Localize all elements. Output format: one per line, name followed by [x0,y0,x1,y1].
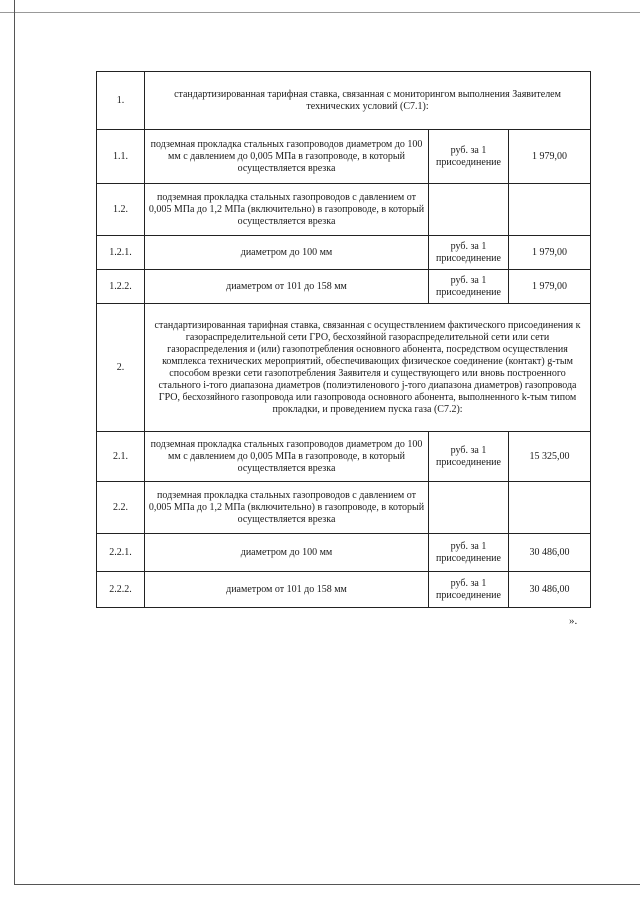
row-unit [429,270,509,304]
row-description: диаметром от 101 до 158 мм [145,572,429,608]
table-row [97,130,591,184]
table-row [97,534,591,572]
table-row [97,236,591,270]
tariff-table [96,71,591,608]
row-number: 1.2.1. [97,236,145,270]
row-number: 1.1. [97,130,145,184]
row-unit-empty [429,184,509,236]
row-unit [429,432,509,482]
table-row [97,432,591,482]
row-number: 2. [97,304,145,432]
row-description: диаметром от 101 до 158 мм [145,270,429,304]
row-number: 2.2.1. [97,534,145,572]
table-row [97,304,591,432]
row-price: 1 979,00 [509,270,591,304]
row-price: 1 979,00 [509,236,591,270]
row-price-empty [509,184,591,236]
table-row [97,482,591,534]
row-unit [429,130,509,184]
unit-line: руб. за 1 [450,444,487,456]
row-number: 2.2. [97,482,145,534]
unit-line: присоединение [436,456,501,468]
table-row [97,72,591,130]
row-number: 1.2. [97,184,145,236]
row-unit-empty [429,482,509,534]
unit-line: присоединение [436,156,501,168]
page-top-edge [0,12,640,13]
row-unit [429,534,509,572]
row-number: 2.1. [97,432,145,482]
row-description: подземная прокладка стальных газопроводов диаметром до 100 мм с давлением до 0,005 МПа в газопроводе, в который осуществляется врезка [145,432,429,482]
page-bottom-edge [14,884,640,885]
table-row [97,572,591,608]
row-description: стандартизированная тарифная ставка, связанная с мониторингом выполнения Заявителем технических условий (С7.1): [145,72,591,130]
unit-line: присоединение [436,286,501,298]
row-description: стандартизированная тарифная ставка, связанная с осуществлением фактического присоединения к газораспределительной сети ГРО, бесхозяйной газораспределительной сети или сети газораспределения и (или) газопотребления основного абонента, посредством осуществления комплекса технических мероприятий, обеспечивающих физическое соединение (контакт) g-тым способом врезки сети газопотребления Заявителя и существующего или вновь построенного стального i-того диапазона диаметров (полиэтиленового j-того диапазона диаметров) газопровода ГРО, бесхозяйного газопровода или газопровода основного абонента, выполненного k-тым типом прокладки, и проведением пуска газа (С7.2): [145,304,591,432]
row-unit [429,236,509,270]
unit-line: руб. за 1 [450,240,487,252]
row-price: 30 486,00 [509,572,591,608]
unit-line: руб. за 1 [450,274,487,286]
table-row [97,270,591,304]
row-price: 15 325,00 [509,432,591,482]
row-description: подземная прокладка стальных газопроводов с давлением от 0,005 МПа до 1,2 МПа (включительно) в газопроводе, в который осуществляется врезка [145,184,429,236]
row-description: подземная прокладка стальных газопроводов диаметром до 100 мм с давлением до 0,005 МПа в газопроводе, в который осуществляется врезка [145,130,429,184]
row-number: 1.2.2. [97,270,145,304]
page-left-edge [14,0,15,885]
unit-line: присоединение [436,252,501,264]
unit-line: руб. за 1 [450,144,487,156]
row-unit [429,572,509,608]
unit-line: присоединение [436,552,501,564]
row-number: 1. [97,72,145,130]
row-description: подземная прокладка стальных газопроводов с давлением от 0,005 МПа до 1,2 МПа (включительно) в газопроводе, в который осуществляется врезка [145,482,429,534]
row-description: диаметром до 100 мм [145,236,429,270]
row-price-empty [509,482,591,534]
table-row [97,184,591,236]
row-price: 30 486,00 [509,534,591,572]
row-price: 1 979,00 [509,130,591,184]
unit-line: руб. за 1 [450,540,487,552]
unit-line: руб. за 1 [450,577,487,589]
row-number: 2.2.2. [97,572,145,608]
closing-quote-mark: ». [569,615,578,627]
row-description: диаметром до 100 мм [145,534,429,572]
unit-line: присоединение [436,589,501,601]
